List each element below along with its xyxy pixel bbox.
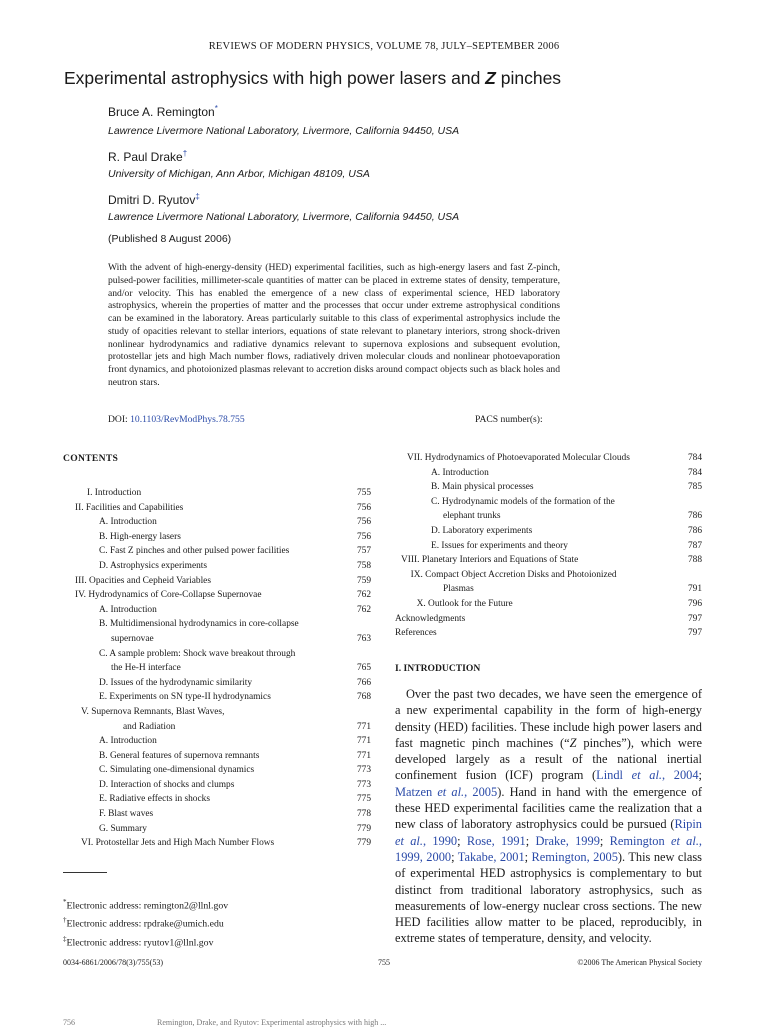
toc-entry-label: Plasmas bbox=[443, 584, 474, 595]
contents-heading: CONTENTS bbox=[63, 453, 119, 464]
toc-entry[interactable] bbox=[63, 836, 371, 851]
toc-entry-page: 791 bbox=[687, 584, 702, 595]
section-heading-introduction: I. INTRODUCTION bbox=[395, 663, 481, 674]
footer-issn: 0034-6861/2006/78(3)/755(53) bbox=[63, 958, 163, 967]
toc-entry-label: B. Multidimensional hydrodynamics in core-collapse bbox=[99, 619, 299, 630]
toc-entry[interactable] bbox=[63, 486, 371, 501]
citation-lindl[interactable]: Lindl et al., 2004 bbox=[596, 768, 699, 783]
toc-entry-label: III. Opacities and Cepheid Variables bbox=[75, 575, 211, 586]
affiliation-llnl-2: Lawrence Livermore National Laboratory, Livermore, California 94450, USA bbox=[108, 211, 460, 223]
toc-entry-label: B. High-energy lasers bbox=[99, 531, 181, 542]
toc-entry-page: 755 bbox=[356, 488, 371, 498]
citation-takabe[interactable]: Takabe, 2001 bbox=[457, 849, 525, 864]
toc-entry-label: A. Introduction bbox=[99, 604, 157, 615]
toc-entry-label: II. Facilities and Capabilities bbox=[75, 502, 184, 513]
toc-right-column bbox=[395, 451, 702, 641]
toc-entry-label: C. Fast Z pinches and other pulsed power facilities bbox=[99, 546, 290, 557]
toc-entry[interactable] bbox=[63, 763, 371, 778]
toc-entry[interactable] bbox=[63, 544, 371, 559]
toc-entry-page: 773 bbox=[356, 765, 371, 776]
toc-entry[interactable] bbox=[63, 647, 371, 662]
doi-link[interactable]: 10.1103/RevModPhys.78.755 bbox=[130, 414, 245, 425]
toc-entry[interactable] bbox=[395, 451, 702, 466]
next-page-fragment: 756 Remington, Drake, and Ryutov: Experimental astrophysics with high ... bbox=[63, 1018, 387, 1027]
toc-entry-label: E. Experiments on SN type-II hydrodynamics bbox=[99, 692, 271, 703]
toc-entry[interactable] bbox=[395, 466, 702, 481]
toc-entry-label: and Radiation bbox=[123, 721, 176, 732]
toc-entry-page: 779 bbox=[356, 838, 371, 849]
toc-entry-label: A. Introduction bbox=[99, 517, 157, 528]
introduction-paragraph: Over the past two decades, we have seen the emergence of a new experimental capability in the form of high-energy density (HED) facilities. These include high power lasers and fast magnetic pinch machines (“Z pinches”), which were developed largely as a result of the national inertial confinement fusion (ICF) program (Lindl et al., 2004; Matzen et al., 2005). Hand in hand with the emergence of these HED experimental facilities came the realization that a new class of laboratory astrophysics could be pursued (Ripin et al., 1990; Rose, 1991; Drake, 1999; Remington et al., 1999, 2000; Takabe, 2001; Remington, 2005). This new class of experimental HED astrophysics is complementary to but distinct from traditional laboratory astrophysics, such as measurements of low-energy nuclear cross sections. The new HED facilities allow matter to be placed, reproducibly, in extreme states of temperature, density, and velocity. bbox=[395, 687, 703, 946]
toc-entry[interactable] bbox=[63, 515, 371, 530]
footer-copyright: ©2006 The American Physical Society bbox=[577, 958, 702, 967]
toc-entry-page: 768 bbox=[356, 692, 371, 703]
footnotes bbox=[63, 895, 228, 950]
toc-entry-page: 775 bbox=[356, 794, 371, 805]
toc-entry-label: X. Outlook for the Future bbox=[416, 598, 513, 609]
toc-entry-label: V. Supernova Remnants, Blast Waves, bbox=[81, 706, 225, 717]
toc-entry-page: 786 bbox=[687, 525, 702, 536]
toc-entry-label: VI. Protostellar Jets and High Mach Number Flows bbox=[81, 838, 275, 849]
toc-entry-label: C. Simulating one-dimensional dynamics bbox=[99, 765, 255, 776]
citation-drake[interactable]: Drake, 1999 bbox=[535, 833, 600, 848]
toc-entry-label: D. Interaction of shocks and clumps bbox=[99, 779, 235, 790]
author-ryutov: Dmitri D. Ryutov‡ bbox=[108, 192, 200, 207]
toc-entry-page: 784 bbox=[687, 467, 702, 478]
toc-entry-page: 797 bbox=[687, 628, 702, 639]
toc-left-column bbox=[63, 486, 371, 851]
toc-entry-label: B. General features of supernova remnants bbox=[99, 750, 260, 761]
footnote-ryutov: ‡Electronic address: ryutov1@llnl.gov bbox=[63, 934, 214, 948]
toc-entry-page: 773 bbox=[356, 779, 371, 790]
toc-entry-label: C. A sample problem: Shock wave breakout through bbox=[99, 648, 296, 659]
toc-entry-label: IV. Hydrodynamics of Core-Collapse Supernovae bbox=[75, 590, 262, 601]
toc-entry-page: 796 bbox=[687, 598, 702, 609]
toc-entry-page: 759 bbox=[356, 575, 371, 586]
toc-entry-label: supernovae bbox=[111, 633, 154, 644]
toc-entry-label: D. Issues of the hydrodynamic similarity bbox=[99, 677, 253, 688]
toc-entry-label: G. Summary bbox=[99, 823, 147, 834]
toc-entry[interactable] bbox=[395, 495, 702, 510]
toc-entry-page: 797 bbox=[687, 613, 702, 624]
toc-entry[interactable] bbox=[63, 749, 371, 764]
affiliation-llnl: Lawrence Livermore National Laboratory, Livermore, California 94450, USA bbox=[108, 125, 460, 137]
toc-entry-page: 779 bbox=[356, 823, 371, 834]
author-remington: Bruce A. Remington* bbox=[108, 104, 218, 119]
toc-entry[interactable] bbox=[63, 632, 371, 647]
citation-ripin[interactable]: Ripin et al., 1990 bbox=[395, 817, 702, 848]
toc-entry[interactable] bbox=[63, 690, 371, 705]
toc-entry[interactable] bbox=[395, 582, 702, 597]
footer-page-number: 755 bbox=[378, 958, 390, 967]
toc-entry[interactable] bbox=[395, 480, 702, 495]
published-date: (Published 8 August 2006) bbox=[108, 233, 232, 245]
toc-entry-page: 762 bbox=[356, 604, 371, 615]
toc-entry[interactable] bbox=[395, 612, 702, 627]
doi: DOI: 10.1103/RevModPhys.78.755 bbox=[108, 414, 245, 425]
toc-entry-page: 771 bbox=[356, 736, 371, 747]
toc-entry-label: VIII. Planetary Interiors and Equations of State bbox=[401, 555, 579, 566]
toc-entry-label: the He-H interface bbox=[111, 663, 181, 674]
toc-entry-label: VII. Hydrodynamics of Photoevaporated Molecular Clouds bbox=[407, 453, 630, 463]
toc-entry-label: Acknowledgments bbox=[395, 613, 466, 624]
toc-entry[interactable] bbox=[395, 553, 702, 568]
toc-entry-page: 788 bbox=[687, 555, 702, 566]
toc-entry[interactable] bbox=[63, 574, 371, 589]
footnote-drake: †Electronic address: rpdrake@umich.edu bbox=[63, 916, 224, 930]
toc-entry[interactable] bbox=[395, 568, 702, 583]
abstract: With the advent of high-energy-density (HED) experimental facilities, such as high-energy lasers and fast Z-pinch, pulsed-power facilities, millimeter-scale quantities of matter can be placed in extreme states of density, temperature, and/or velocity. This has enabled the emergence of a new class of experimental science, HED laboratory astrophysics, wherein the properties of matter and the processes that occur under extreme astrophysical conditions can be examined in the laboratory. Areas particularly suitable to this class of experimental astrophysics include the study of opacities relevant to stellar interiors, equations of state relevant to planetary interiors, strong shock-driven nonlinear hydrodynamics and radiative dynamics relevant to supernova explosions and subsequent evolution, protostellar jets and high Mach number flows, radiatively driven molecular clouds and nonlinear photoevaporation front dynamics, and photoionized plasmas relevant to accretion disks around compact objects such as black holes and neutron stars. bbox=[108, 262, 560, 388]
toc-entry[interactable] bbox=[63, 661, 371, 676]
toc-entry[interactable] bbox=[63, 603, 371, 618]
toc-entry-page: 756 bbox=[356, 531, 371, 542]
footnote-remington: *Electronic address: remington2@llnl.gov bbox=[63, 898, 229, 912]
toc-entry[interactable] bbox=[63, 734, 371, 749]
pacs-numbers: PACS number(s): bbox=[475, 414, 543, 425]
toc-entry-label: A. Introduction bbox=[99, 736, 157, 747]
paper-title: Experimental astrophysics with high power lasers and Z pinches bbox=[64, 68, 562, 88]
affiliation-umich: University of Michigan, Ann Arbor, Michigan 48109, USA bbox=[108, 168, 370, 180]
footnote-divider bbox=[63, 872, 107, 873]
toc-entry-label: D. Laboratory experiments bbox=[431, 525, 533, 536]
toc-entry-label: F. Blast waves bbox=[99, 809, 154, 820]
toc-entry[interactable] bbox=[63, 530, 371, 545]
toc-entry-page: 765 bbox=[356, 663, 371, 674]
author-drake: R. Paul Drake† bbox=[108, 149, 188, 164]
toc-entry-page: 784 bbox=[687, 453, 702, 463]
toc-entry[interactable] bbox=[63, 559, 371, 574]
toc-entry-label: B. Main physical processes bbox=[431, 482, 534, 493]
toc-entry-page: 785 bbox=[687, 482, 702, 493]
toc-entry-page: 762 bbox=[356, 590, 371, 601]
citation-rose[interactable]: Rose, 1991 bbox=[466, 833, 526, 848]
toc-entry[interactable] bbox=[63, 807, 371, 822]
toc-entry-page: 771 bbox=[356, 721, 371, 732]
toc-entry[interactable] bbox=[63, 588, 371, 603]
toc-entry-label: IX. Compact Object Accretion Disks and Photoionized bbox=[410, 569, 617, 580]
citation-remington-2005[interactable]: Remington, 2005 bbox=[531, 849, 618, 864]
toc-entry-page: 766 bbox=[356, 677, 371, 688]
journal-header: REVIEWS OF MODERN PHYSICS, VOLUME 78, JULY–SEPTEMBER 2006 bbox=[208, 41, 560, 52]
toc-entry-label: E. Radiative effects in shocks bbox=[99, 794, 210, 805]
toc-entry[interactable] bbox=[63, 617, 371, 632]
toc-entry-page: 757 bbox=[356, 546, 371, 557]
toc-entry[interactable] bbox=[395, 524, 702, 539]
toc-entry[interactable] bbox=[63, 720, 371, 735]
toc-entry-page: 778 bbox=[356, 809, 371, 820]
toc-entry-page: 787 bbox=[687, 540, 702, 551]
toc-entry-page: 756 bbox=[356, 517, 371, 528]
toc-entry[interactable] bbox=[395, 626, 702, 641]
toc-entry[interactable] bbox=[395, 509, 702, 524]
toc-entry[interactable] bbox=[63, 792, 371, 807]
toc-entry-label: E. Issues for experiments and theory bbox=[431, 540, 568, 551]
toc-entry-label: elephant trunks bbox=[443, 511, 501, 522]
toc-entry-label: References bbox=[395, 628, 437, 639]
toc-entry[interactable] bbox=[63, 778, 371, 793]
toc-entry[interactable] bbox=[63, 501, 371, 516]
toc-entry[interactable] bbox=[395, 597, 702, 612]
toc-entry-label: I. Introduction bbox=[87, 488, 142, 498]
toc-entry[interactable] bbox=[63, 676, 371, 691]
toc-entry-label: C. Hydrodynamic models of the formation of the bbox=[431, 496, 615, 507]
citation-matzen[interactable]: Matzen et al., 2005 bbox=[395, 784, 498, 799]
toc-entry[interactable] bbox=[63, 705, 371, 720]
toc-entry-page: 771 bbox=[356, 750, 371, 761]
toc-entry-page: 758 bbox=[356, 560, 371, 571]
toc-entry[interactable] bbox=[395, 539, 702, 554]
toc-entry-page: 763 bbox=[356, 633, 371, 644]
toc-entry-page: 786 bbox=[687, 511, 702, 522]
toc-entry-page: 756 bbox=[356, 502, 371, 513]
citation-remington[interactable]: Remington et al., 1999, 2000 bbox=[395, 833, 703, 864]
toc-entry[interactable] bbox=[63, 822, 371, 837]
toc-entry-label: A. Introduction bbox=[431, 467, 489, 478]
toc-entry-label: D. Astrophysics experiments bbox=[99, 560, 208, 571]
